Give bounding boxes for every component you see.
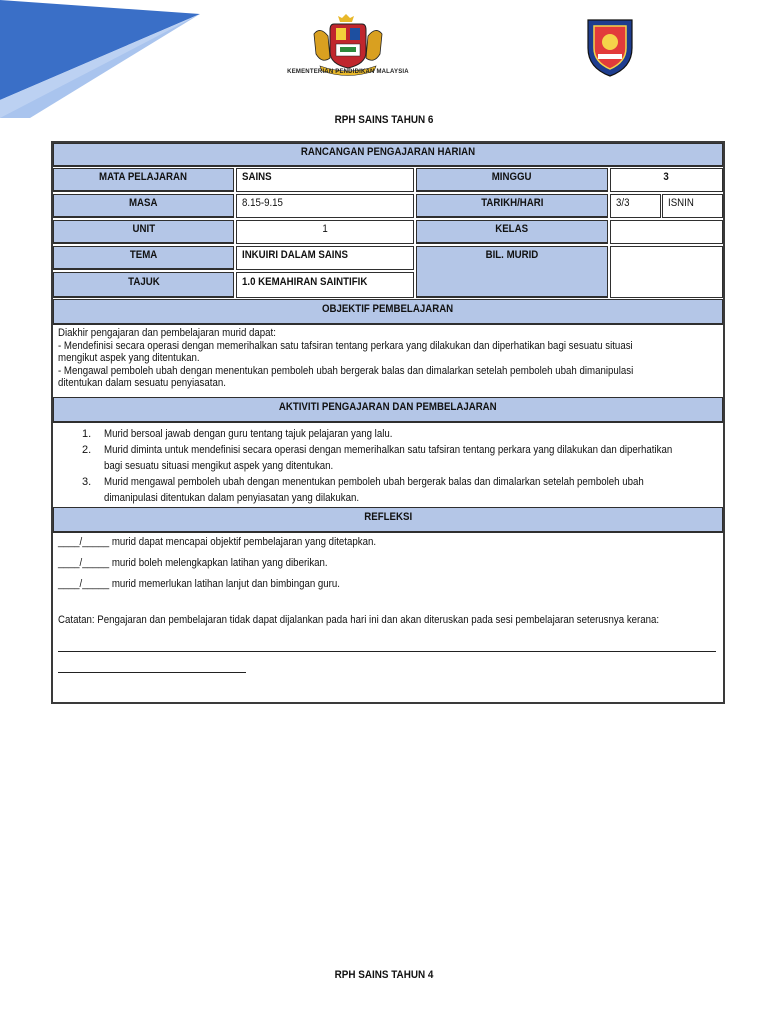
label-tajuk: TAJUK: [53, 272, 234, 298]
kpm-caption: KEMENTERIAN PENDIDIKAN MALAYSIA: [287, 69, 409, 75]
label-bil-murid: BIL. MURID: [416, 246, 608, 298]
value-tarikh: 3/3: [610, 194, 661, 218]
value-mata-pelajaran: SAINS: [236, 168, 414, 192]
aktiviti-heading: AKTIVITI PENGAJARAN DAN PEMBELAJARAN: [53, 397, 723, 423]
document-title: RPH SAINS TAHUN 6: [334, 114, 434, 126]
value-masa: 8.15-9.15: [236, 194, 414, 218]
objektif-line: ditentukan dalam sesuatu penyiasatan.: [58, 377, 226, 389]
value-bil-murid: [610, 246, 723, 298]
label-kelas: KELAS: [416, 220, 608, 244]
objektif-heading: OBJEKTIF PEMBELAJARAN: [53, 299, 723, 325]
refleksi-heading: REFLEKSI: [53, 507, 723, 533]
list-item: 3. Murid mengawal pemboleh ubah dengan menentukan pemboleh ubah bergerak balas dan dimalarkan setelah pemboleh ubah dimanipulasi ditentukan dalam penyiasatan yang dilakukan.: [82, 476, 644, 504]
refleksi-line: ____/_____ murid dapat mencapai objektif pembelajaran yang ditetapkan.: [58, 536, 377, 548]
value-tema: INKUIRI DALAM SAINS: [236, 246, 414, 270]
school-crest-logo: [582, 14, 638, 80]
label-mata-pelajaran: MATA PELAJARAN: [53, 168, 234, 192]
value-tajuk: 1.0 KEMAHIRAN SAINTIFIK: [236, 272, 414, 298]
refleksi-line: ____/_____ murid memerlukan latihan lanjut dan bimbingan guru.: [58, 578, 340, 590]
corner-decoration: [0, 0, 210, 120]
value-hari: ISNIN: [662, 194, 723, 218]
refleksi-line: ____/_____ murid boleh melengkapkan latihan yang diberikan.: [58, 557, 328, 569]
objektif-line: Diakhir pengajaran dan pembelajaran murid dapat:: [58, 327, 276, 339]
label-tarikh-hari: TARIKH/HARI: [416, 194, 608, 218]
table-title: RANCANGAN PENGAJARAN HARIAN: [53, 143, 723, 167]
value-unit: 1: [236, 220, 414, 244]
label-minggu: MINGGU: [416, 168, 608, 192]
value-kelas: [610, 220, 723, 244]
footer-title: RPH SAINS TAHUN 4: [334, 969, 434, 981]
objektif-text: [58, 327, 720, 390]
label-unit: UNIT: [53, 220, 234, 244]
value-minggu: 3: [610, 168, 723, 192]
catatan-blank-line: [58, 651, 716, 652]
list-item: 1. Murid bersoal jawab dengan guru tentang tajuk pelajaran yang lalu.: [82, 428, 393, 440]
label-tema: TEMA: [53, 246, 234, 270]
objektif-line: - Mengawal pemboleh ubah dengan menentukan pemboleh ubah bergerak balas dan dimalarkan setelah pemboleh ubah dimanipulasi: [58, 364, 634, 377]
refleksi-text: [58, 536, 720, 627]
catatan-line: Catatan: Pengajaran dan pembelajaran tidak dapat dijalankan pada hari ini dan akan diteruskan pada sesi pembelajaran seterusnya kerana:: [58, 614, 660, 626]
aktiviti-list: [56, 426, 720, 506]
objektif-line: - Mendefinisi secara operasi dengan memerihalkan satu tafsiran tentang perkara yang dilakukan dan diperhatikan bagi sesuatu situasi: [58, 339, 633, 352]
list-item: 2. Murid diminta untuk mendefinisi secara operasi dengan memerihalkan satu tafsiran tentang perkara yang dilakukan dan diperhatikan bagi sesuatu situasi mengikut aspek yang ditentukan.: [82, 444, 673, 472]
objektif-line: mengikut aspek yang ditentukan.: [58, 352, 200, 364]
catatan-blank-line-short: [58, 672, 246, 673]
label-masa: MASA: [53, 194, 234, 218]
